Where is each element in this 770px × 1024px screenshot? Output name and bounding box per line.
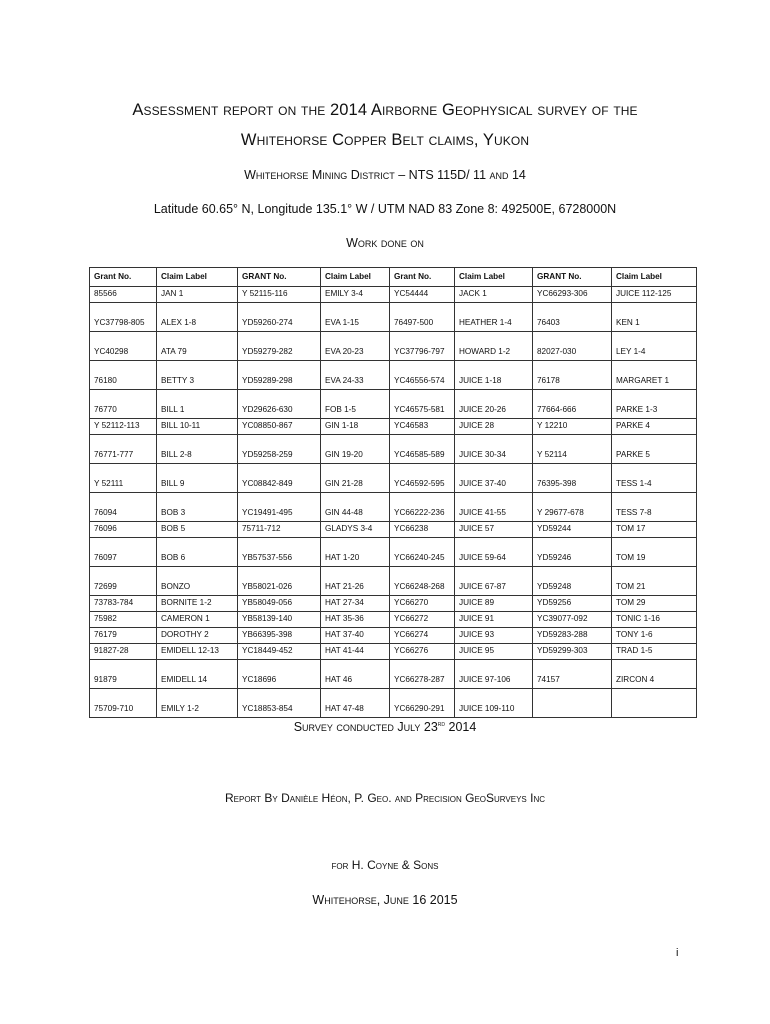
table-cell: TRAD 1-5 [612, 644, 697, 660]
table-cell: YD59289-298 [238, 361, 321, 390]
report-authors: Report By Danièle Héon, P. Geo. and Precision GeoSurveys Inc [224, 791, 545, 805]
table-cell: 82027-030 [533, 332, 612, 361]
table-cell: JUICE 91 [455, 612, 533, 628]
table-cell: BOB 5 [157, 522, 238, 538]
survey-sup: rd [437, 720, 446, 728]
table-cell: YC54444 [390, 287, 455, 303]
table-row [90, 419, 697, 435]
table-cell: YD59256 [533, 596, 612, 612]
table-cell: Y 52112-113 [90, 419, 157, 435]
table-cell: YC46592-595 [390, 464, 455, 493]
table-cell: YC66276 [390, 644, 455, 660]
table-row [90, 390, 697, 419]
table-cell: 76096 [90, 522, 157, 538]
table-cell: JUICE 109-110 [455, 689, 533, 718]
table-cell: YC46585-589 [390, 435, 455, 464]
table-cell: BOB 6 [157, 538, 238, 567]
table-cell: JUICE 59-64 [455, 538, 533, 567]
column-header: GRANT No. [238, 268, 321, 287]
table-cell: HAT 21-26 [321, 567, 390, 596]
table-cell: 76179 [90, 628, 157, 644]
table-cell: PARKE 4 [612, 419, 697, 435]
table-cell: TOM 29 [612, 596, 697, 612]
table-cell: YD59246 [533, 538, 612, 567]
table-cell: BONZO [157, 567, 238, 596]
table-cell: Y 29677-678 [533, 493, 612, 522]
table-cell: YC66272 [390, 612, 455, 628]
work-done-heading: Work done on [346, 236, 424, 250]
table-cell: YC66274 [390, 628, 455, 644]
table-cell: 76395-398 [533, 464, 612, 493]
table-row [90, 493, 697, 522]
table-cell: HAT 35-36 [321, 612, 390, 628]
table-cell: TOM 21 [612, 567, 697, 596]
table-cell: YC46575-581 [390, 390, 455, 419]
table-cell: YD59248 [533, 567, 612, 596]
table-cell: ATA 79 [157, 332, 238, 361]
table-cell: 75982 [90, 612, 157, 628]
table-cell: JUICE 93 [455, 628, 533, 644]
table-cell: BORNITE 1-2 [157, 596, 238, 612]
table-cell: 75709-710 [90, 689, 157, 718]
table-cell: YC08842-849 [238, 464, 321, 493]
column-header: Claim Label [157, 268, 238, 287]
table-cell: Y 52114 [533, 435, 612, 464]
table-cell: YC19491-495 [238, 493, 321, 522]
table-cell: JUICE 89 [455, 596, 533, 612]
table-row [90, 332, 697, 361]
table-cell: CAMERON 1 [157, 612, 238, 628]
table-cell: TESS 1-4 [612, 464, 697, 493]
table-cell: YC66222-236 [390, 493, 455, 522]
column-header: Claim Label [455, 268, 533, 287]
table-cell: YC66290-291 [390, 689, 455, 718]
report-title [60, 95, 710, 155]
table-cell: HAT 27-34 [321, 596, 390, 612]
table-cell: MARGARET 1 [612, 361, 697, 390]
table-cell: YC37798-805 [90, 303, 157, 332]
table-row [90, 612, 697, 628]
table-row [90, 689, 697, 718]
table-cell: HAT 47-48 [321, 689, 390, 718]
table-cell: YD59283-288 [533, 628, 612, 644]
table-cell: BILL 10-11 [157, 419, 238, 435]
table-row [90, 628, 697, 644]
table-cell: EVA 24-33 [321, 361, 390, 390]
table-cell: 91827-28 [90, 644, 157, 660]
table-cell: JUICE 112-125 [612, 287, 697, 303]
table-cell: LEY 1-4 [612, 332, 697, 361]
table-cell: Y 12210 [533, 419, 612, 435]
prepared-for: for H. Coyne & Sons [331, 858, 439, 872]
table-cell: ZIRCON 4 [612, 660, 697, 689]
table-cell: BILL 9 [157, 464, 238, 493]
table-row [90, 435, 697, 464]
table-body [90, 287, 697, 718]
table-cell: DOROTHY 2 [157, 628, 238, 644]
table-row [90, 660, 697, 689]
place-date: Whitehorse, June 16 2015 [312, 893, 458, 907]
table-cell: Y 52115-116 [238, 287, 321, 303]
table-cell: YC66293-306 [533, 287, 612, 303]
table-cell: YD59258-259 [238, 435, 321, 464]
table-cell: YC18853-854 [238, 689, 321, 718]
table-cell: 76097 [90, 538, 157, 567]
table-cell: 72699 [90, 567, 157, 596]
table-cell: JUICE 30-34 [455, 435, 533, 464]
table-cell: JUICE 20-26 [455, 390, 533, 419]
table-cell: 76094 [90, 493, 157, 522]
table-row [90, 287, 697, 303]
table-cell: JUICE 67-87 [455, 567, 533, 596]
title-line-1: Assessment report on the 2014 Airborne Geophysical survey of the [132, 101, 638, 119]
table-cell: YD59279-282 [238, 332, 321, 361]
table-cell: YD59260-274 [238, 303, 321, 332]
table-cell [533, 689, 612, 718]
table-cell: 76497-500 [390, 303, 455, 332]
table-cell: YC66270 [390, 596, 455, 612]
table-cell: JUICE 41-55 [455, 493, 533, 522]
table-cell: 91879 [90, 660, 157, 689]
table-cell: EMIDELL 12-13 [157, 644, 238, 660]
table-cell: Y 52111 [90, 464, 157, 493]
table-cell: YC66240-245 [390, 538, 455, 567]
table-cell: BILL 1 [157, 390, 238, 419]
table-cell: EMIDELL 14 [157, 660, 238, 689]
table-cell: YB66395-398 [238, 628, 321, 644]
table-cell: KEN 1 [612, 303, 697, 332]
table-cell: TOM 19 [612, 538, 697, 567]
table-row [90, 361, 697, 390]
table-cell: JUICE 1-18 [455, 361, 533, 390]
table-cell: BETTY 3 [157, 361, 238, 390]
title-line-2: Whitehorse Copper Belt claims, Yukon [240, 131, 530, 149]
survey-text: Survey conducted July 23 [293, 720, 438, 734]
table-cell: 74157 [533, 660, 612, 689]
table-cell: FOB 1-5 [321, 390, 390, 419]
table-cell: HAT 37-40 [321, 628, 390, 644]
table-cell: YC66248-268 [390, 567, 455, 596]
table-cell: YC18696 [238, 660, 321, 689]
table-cell: 76180 [90, 361, 157, 390]
table-cell: 77664-666 [533, 390, 612, 419]
table-cell: BOB 3 [157, 493, 238, 522]
table-cell: GLADYS 3-4 [321, 522, 390, 538]
coordinates: Latitude 60.65° N, Longitude 135.1° W / UTM NAD 83 Zone 8: 492500E, 6728000N [153, 202, 617, 216]
table-cell: TESS 7-8 [612, 493, 697, 522]
table-cell: JAN 1 [157, 287, 238, 303]
column-header: GRANT No. [533, 268, 612, 287]
table-cell: PARKE 5 [612, 435, 697, 464]
survey-year: 2014 [445, 720, 477, 734]
table-cell: BILL 2-8 [157, 435, 238, 464]
table-cell: TONIC 1-16 [612, 612, 697, 628]
table-cell: EMILY 1-2 [157, 689, 238, 718]
table-cell: EVA 1-15 [321, 303, 390, 332]
table-cell: HAT 1-20 [321, 538, 390, 567]
table-cell: YB58021-026 [238, 567, 321, 596]
table-cell: TONY 1-6 [612, 628, 697, 644]
table-cell: GIN 21-28 [321, 464, 390, 493]
table-cell: 76771-777 [90, 435, 157, 464]
table-cell: JUICE 37-40 [455, 464, 533, 493]
table-cell: TOM 17 [612, 522, 697, 538]
column-header: Claim Label [612, 268, 697, 287]
table-cell: HAT 46 [321, 660, 390, 689]
column-header: Grant No. [390, 268, 455, 287]
survey-date [0, 720, 770, 734]
table-cell: YC40298 [90, 332, 157, 361]
table-cell: JUICE 28 [455, 419, 533, 435]
table-cell: 76178 [533, 361, 612, 390]
table-cell: PARKE 1-3 [612, 390, 697, 419]
table-cell: JACK 1 [455, 287, 533, 303]
table-cell: GIN 19-20 [321, 435, 390, 464]
table-cell: YB57537-556 [238, 538, 321, 567]
table-cell: JUICE 97-106 [455, 660, 533, 689]
table-row [90, 522, 697, 538]
table-cell: 73783-784 [90, 596, 157, 612]
table-cell: JUICE 95 [455, 644, 533, 660]
table-cell: YC37796-797 [390, 332, 455, 361]
table-cell: YD59299-303 [533, 644, 612, 660]
table-cell: 76770 [90, 390, 157, 419]
table-row [90, 567, 697, 596]
claims-table [89, 267, 697, 718]
table-cell: EMILY 3-4 [321, 287, 390, 303]
table-cell [612, 689, 697, 718]
column-header: Grant No. [90, 268, 157, 287]
mining-district: Whitehorse Mining District – NTS 115D/ 11 and 14 [244, 168, 526, 182]
table-cell: GIN 44-48 [321, 493, 390, 522]
table-cell: 76403 [533, 303, 612, 332]
table-cell: 75711-712 [238, 522, 321, 538]
table-cell: YB58049-056 [238, 596, 321, 612]
table-cell: ALEX 1-8 [157, 303, 238, 332]
table-cell: YC46583 [390, 419, 455, 435]
table-cell: YC08850-867 [238, 419, 321, 435]
table-cell: YC66278-287 [390, 660, 455, 689]
table-cell: EVA 20-23 [321, 332, 390, 361]
table-cell: YD59244 [533, 522, 612, 538]
table-cell: YC66238 [390, 522, 455, 538]
table-row [90, 464, 697, 493]
table-cell: HEATHER 1-4 [455, 303, 533, 332]
table-row [90, 303, 697, 332]
table-cell: GIN 1-18 [321, 419, 390, 435]
table-cell: YC18449-452 [238, 644, 321, 660]
table-row [90, 596, 697, 612]
table-cell: HAT 41-44 [321, 644, 390, 660]
table-row [90, 538, 697, 567]
page-number: i [676, 947, 679, 959]
table-cell: YC39077-092 [533, 612, 612, 628]
table-row [90, 644, 697, 660]
table-cell: 85566 [90, 287, 157, 303]
table-cell: JUICE 57 [455, 522, 533, 538]
table-cell: YB58139-140 [238, 612, 321, 628]
table-cell: HOWARD 1-2 [455, 332, 533, 361]
table-cell: YD29626-630 [238, 390, 321, 419]
table-header-row [90, 268, 697, 287]
column-header: Claim Label [321, 268, 390, 287]
table-cell: YC46556-574 [390, 361, 455, 390]
